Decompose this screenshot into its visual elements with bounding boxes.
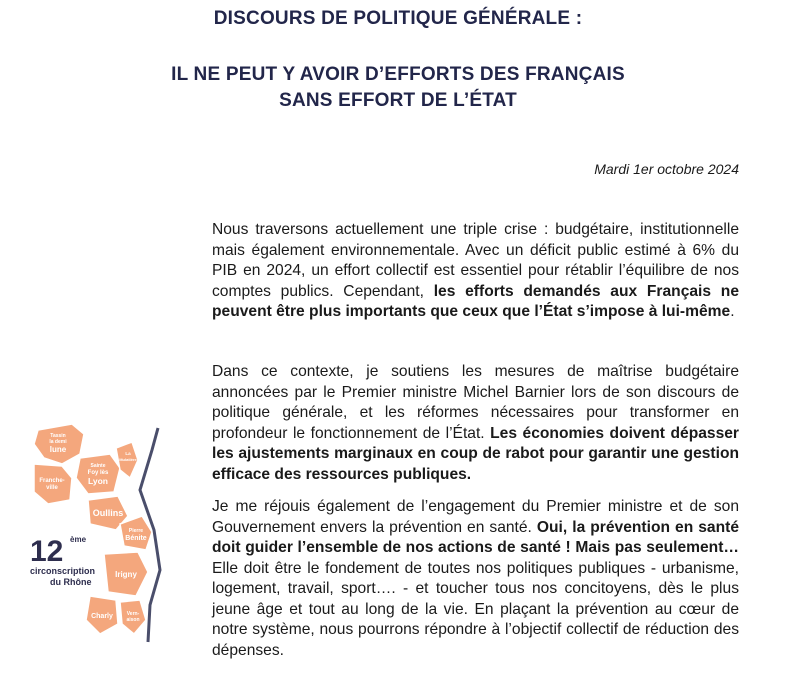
document-title-line-2: IL NE PEUT Y AVOIR D’EFFORTS DES FRANÇAIS bbox=[171, 64, 625, 85]
map-label-irigny: Irigny bbox=[115, 570, 137, 579]
text-segment: Je me réjouis également de l’engagement du Premier ministre et de son Gouvernement envers la prévention en santé. bbox=[212, 498, 739, 536]
text-segment: . bbox=[730, 303, 735, 320]
paragraph-1 bbox=[212, 220, 739, 323]
map-label-francheville-1: Franche- bbox=[39, 478, 65, 484]
map-label-sainte-foy-3: Lyon bbox=[88, 476, 108, 486]
document-date: Mardi 1er octobre 2024 bbox=[594, 161, 739, 177]
map-label-pierre-benite-1: Pierre bbox=[128, 528, 144, 534]
text-segment: Nous traversons actuellement une triple crise : budgétaire, institutionnelle mais également environnementale. Avec un déficit public estimé à 6% du PIB en 2024, un effort collectif est essentiel pour rétablir l’équilibre de nos comptes publics. Cependant, bbox=[212, 221, 739, 300]
circonscription-line-2: du Rhône bbox=[50, 577, 92, 587]
bold-text-segment: les efforts demandés aux Français ne peuvent être plus importants que ceux que l’État s’impose à lui-même bbox=[212, 282, 740, 320]
map-label-sainte-foy-1: Sainte bbox=[90, 463, 106, 469]
map-label-la-mulatiere-2: Mulatière bbox=[119, 457, 137, 462]
bold-text-segment: Les économies doivent dépasser les ajustements marginaux en coup de rabot pour garantir une gestion efficace des ressources publiques. bbox=[212, 424, 739, 483]
map-label-tassin-3: lune bbox=[49, 445, 67, 454]
map-label-pierre-benite-2: Bénite bbox=[125, 535, 147, 542]
map-label-vernaison-1: Vern- bbox=[126, 611, 140, 617]
map-label-tassin-2: la demi bbox=[49, 439, 67, 445]
paragraph-3 bbox=[212, 497, 739, 661]
map-label-la-mulatiere-1: La bbox=[125, 451, 131, 456]
map-area-francheville bbox=[34, 464, 72, 504]
map-label-sainte-foy-2: Foy lès bbox=[87, 470, 109, 476]
circonscription-line-1: circonscription bbox=[30, 566, 96, 576]
map-label-charly: Charly bbox=[91, 613, 113, 620]
circonscription-superscript: ème bbox=[70, 535, 87, 544]
map-label-francheville-2: ville bbox=[46, 485, 58, 491]
text-segment: Elle doit être le fondement de toutes nos politiques publiques - urbanisme, logement, travail, sport…. - et toucher tous nos concitoyens, dès le plus jeune âge et tout au long de la vie. En plaçant la prévention au cœur de notre système, nous pourrons répondre à l’objectif collectif de réduction des dépenses. bbox=[212, 559, 739, 659]
circonscription-number: 12 bbox=[30, 535, 64, 568]
map-label-vernaison-2: aison bbox=[126, 617, 140, 623]
bold-text-segment: Oui, la prévention en santé doit guider l’ensemble de nos actions de santé ! Mais pas seulement… bbox=[212, 518, 739, 556]
text-segment: Dans ce contexte, je soutiens les mesures de maîtrise budgétaire annoncées par le Premier ministre Michel Barnier lors de son discours de politique générale, et les réformes nécessaires pour transformer en profondeur le fonctionnement de l’État. bbox=[212, 363, 739, 442]
map-label-oullins: Oullins bbox=[92, 508, 124, 518]
paragraph-2 bbox=[212, 362, 739, 485]
circonscription-map bbox=[0, 420, 190, 660]
document-title-line-1: DISCOURS DE POLITIQUE GÉNÉRALE : bbox=[213, 8, 583, 29]
map-label-tassin-1: Tassin bbox=[50, 433, 66, 439]
document-title-line-3: SANS EFFORT DE L’ÉTAT bbox=[279, 90, 517, 111]
